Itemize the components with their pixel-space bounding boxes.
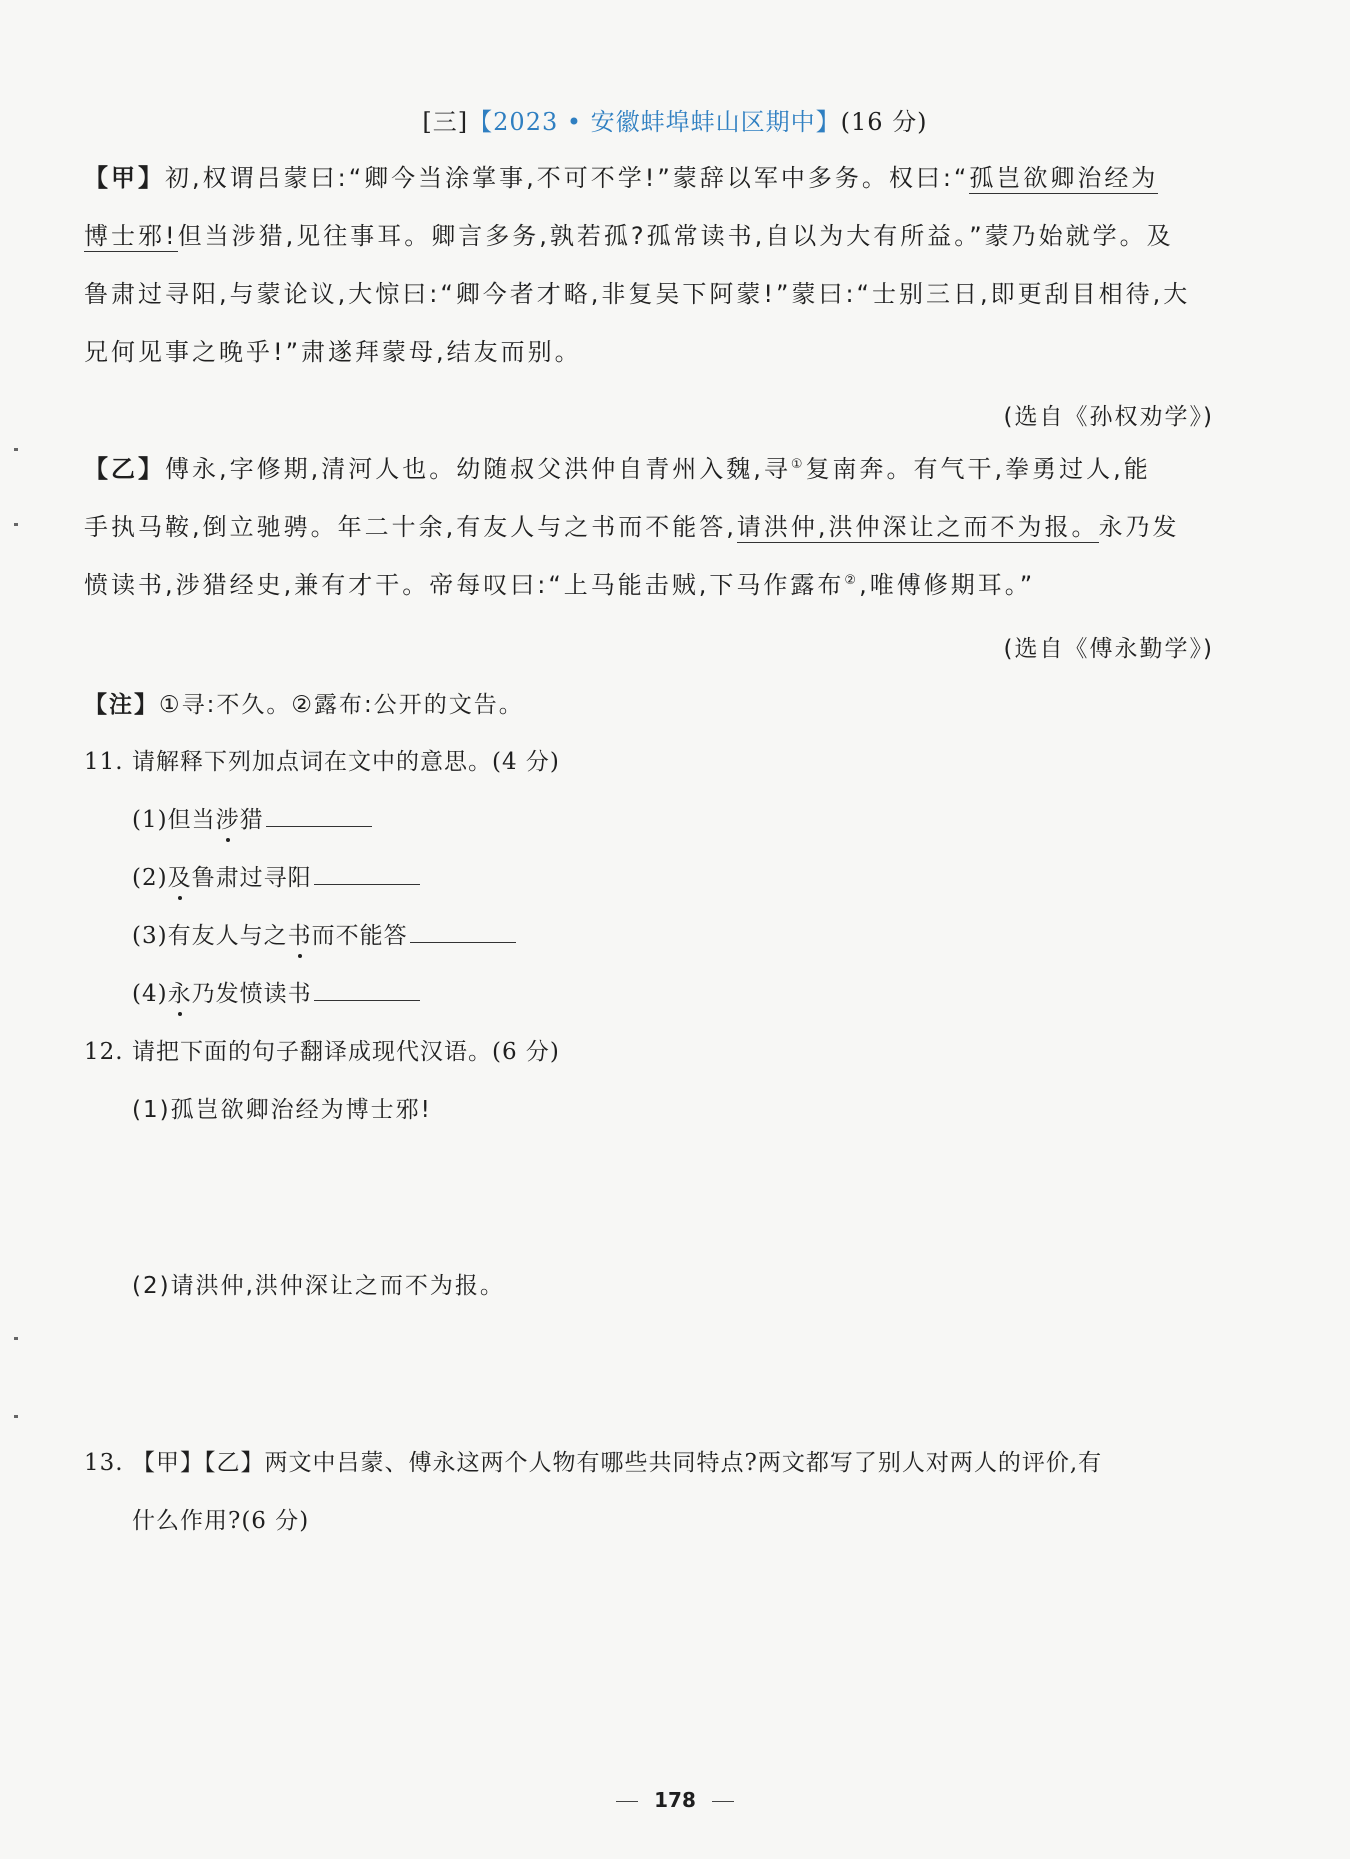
section-score: (16 分) [840, 108, 928, 136]
item-text: (1)但当 [132, 807, 216, 833]
passage-text: 初,权谓吕蒙曰:“卿今当涂掌事,不可不学!”蒙辞以军中多务。权曰:“ [165, 164, 970, 192]
item-text: 鲁肃过寻阳 [191, 865, 312, 891]
passage-text: 愤读书,涉猎经史,兼有才干。帝每叹曰:“上马能击贼,下马作露布 [84, 571, 845, 599]
answer-blank[interactable] [266, 806, 372, 827]
question-text: 请解释下列加点词在文中的意思。(4 分) [132, 749, 560, 775]
note-text: ①寻:不久。②露布:公开的文告。 [159, 692, 524, 718]
question-11 [84, 743, 560, 776]
q11-item [132, 917, 516, 950]
note-tag: 【注】 [84, 692, 159, 718]
footer-dash [616, 1801, 638, 1802]
passage-line [84, 149, 1214, 207]
dotted-word: 书 [287, 923, 312, 949]
item-text: 猎 [239, 807, 264, 833]
question-text: 【甲】【乙】两文中吕蒙、傅永这两个人物有哪些共同特点?两文都写了别人对两人的评价,有 [132, 1450, 1103, 1476]
passage-tag: 【乙】 [84, 455, 165, 483]
passage-tag: 【甲】 [84, 164, 165, 192]
footnote-ref: ① [790, 457, 806, 472]
question-number: 11. [84, 749, 124, 775]
q11-item [132, 975, 420, 1008]
dotted-word: 涉 [215, 807, 240, 833]
item-text: (2) [132, 865, 168, 891]
citation-yi: (选自《傅永勤学》) [1003, 636, 1214, 662]
passage-line [84, 440, 1214, 498]
underlined-text: 博士邪! [84, 222, 178, 250]
page-number: 178 [654, 1788, 696, 1812]
passage-text: 但当涉猎,见往事耳。卿言多务,孰若孤?孤常读书,自以为大有所益。”蒙乃始就学。及 [177, 222, 1174, 250]
passage-line [84, 207, 1214, 265]
dotted-word: 永 [167, 981, 192, 1007]
q12-item: (1)孤岂欲卿治经为博士邪! [132, 1097, 432, 1123]
annotation-note [84, 686, 524, 719]
question-13-continued: 什么作用?(6 分) [132, 1508, 310, 1534]
passage-text: 复南奔。有气干,拳勇过人,能 [805, 455, 1151, 483]
section-title [0, 102, 1350, 137]
passage-jia [84, 149, 1214, 381]
dotted-word: 及 [167, 865, 192, 891]
section-number: [三] [422, 108, 469, 136]
passage-line: 兄何见事之晚乎!”肃遂拜蒙母,结友而别。 [84, 338, 582, 366]
answer-blank[interactable] [410, 922, 516, 943]
scan-mark [14, 1337, 18, 1340]
passage-text: ,唯傅修期耳。” [859, 571, 1036, 599]
footer-dash [712, 1801, 734, 1802]
item-text: 乃发愤读书 [191, 981, 312, 1007]
underlined-text: 孤岂欲卿治经为 [969, 164, 1159, 192]
passage-line [84, 556, 1214, 614]
question-12 [84, 1033, 560, 1066]
underlined-text: 请洪仲,洪仲深让之而不为报。 [736, 513, 1099, 541]
item-text: 而不能答 [311, 923, 408, 949]
question-number: 12. [84, 1039, 124, 1065]
answer-blank[interactable] [314, 864, 420, 885]
scan-mark [14, 448, 18, 451]
footnote-ref: ② [844, 573, 860, 588]
scan-mark [14, 523, 18, 526]
passage-text: 永乃发 [1098, 513, 1180, 541]
page-footer [0, 1788, 1350, 1812]
citation-jia: (选自《孙权劝学》) [1003, 404, 1214, 430]
item-text: (3)有友人与之 [132, 923, 288, 949]
q11-item [132, 859, 420, 892]
scan-mark [14, 1415, 18, 1418]
q11-item [132, 801, 372, 834]
question-number: 13. [84, 1450, 124, 1476]
passage-yi [84, 440, 1214, 614]
question-13 [84, 1444, 1102, 1477]
item-text: (4) [132, 981, 168, 1007]
passage-line: 鲁肃过寻阳,与蒙论议,大惊曰:“卿今者才略,非复吴下阿蒙!”蒙曰:“士别三日,即更刮目相待,大 [84, 280, 1191, 308]
source-label: 【2023 • 安徽蚌埠蚌山区期中】 [468, 108, 841, 136]
q12-item: (2)请洪仲,洪仲深让之而不为报。 [132, 1273, 505, 1299]
passage-text: 傅永,字修期,清河人也。幼随叔父洪仲自青州入魏,寻 [165, 455, 791, 483]
passage-line [84, 498, 1214, 556]
question-text: 请把下面的句子翻译成现代汉语。(6 分) [132, 1039, 560, 1065]
passage-text: 手执马鞍,倒立驰骋。年二十余,有友人与之书而不能答, [84, 513, 737, 541]
answer-blank[interactable] [314, 980, 420, 1001]
